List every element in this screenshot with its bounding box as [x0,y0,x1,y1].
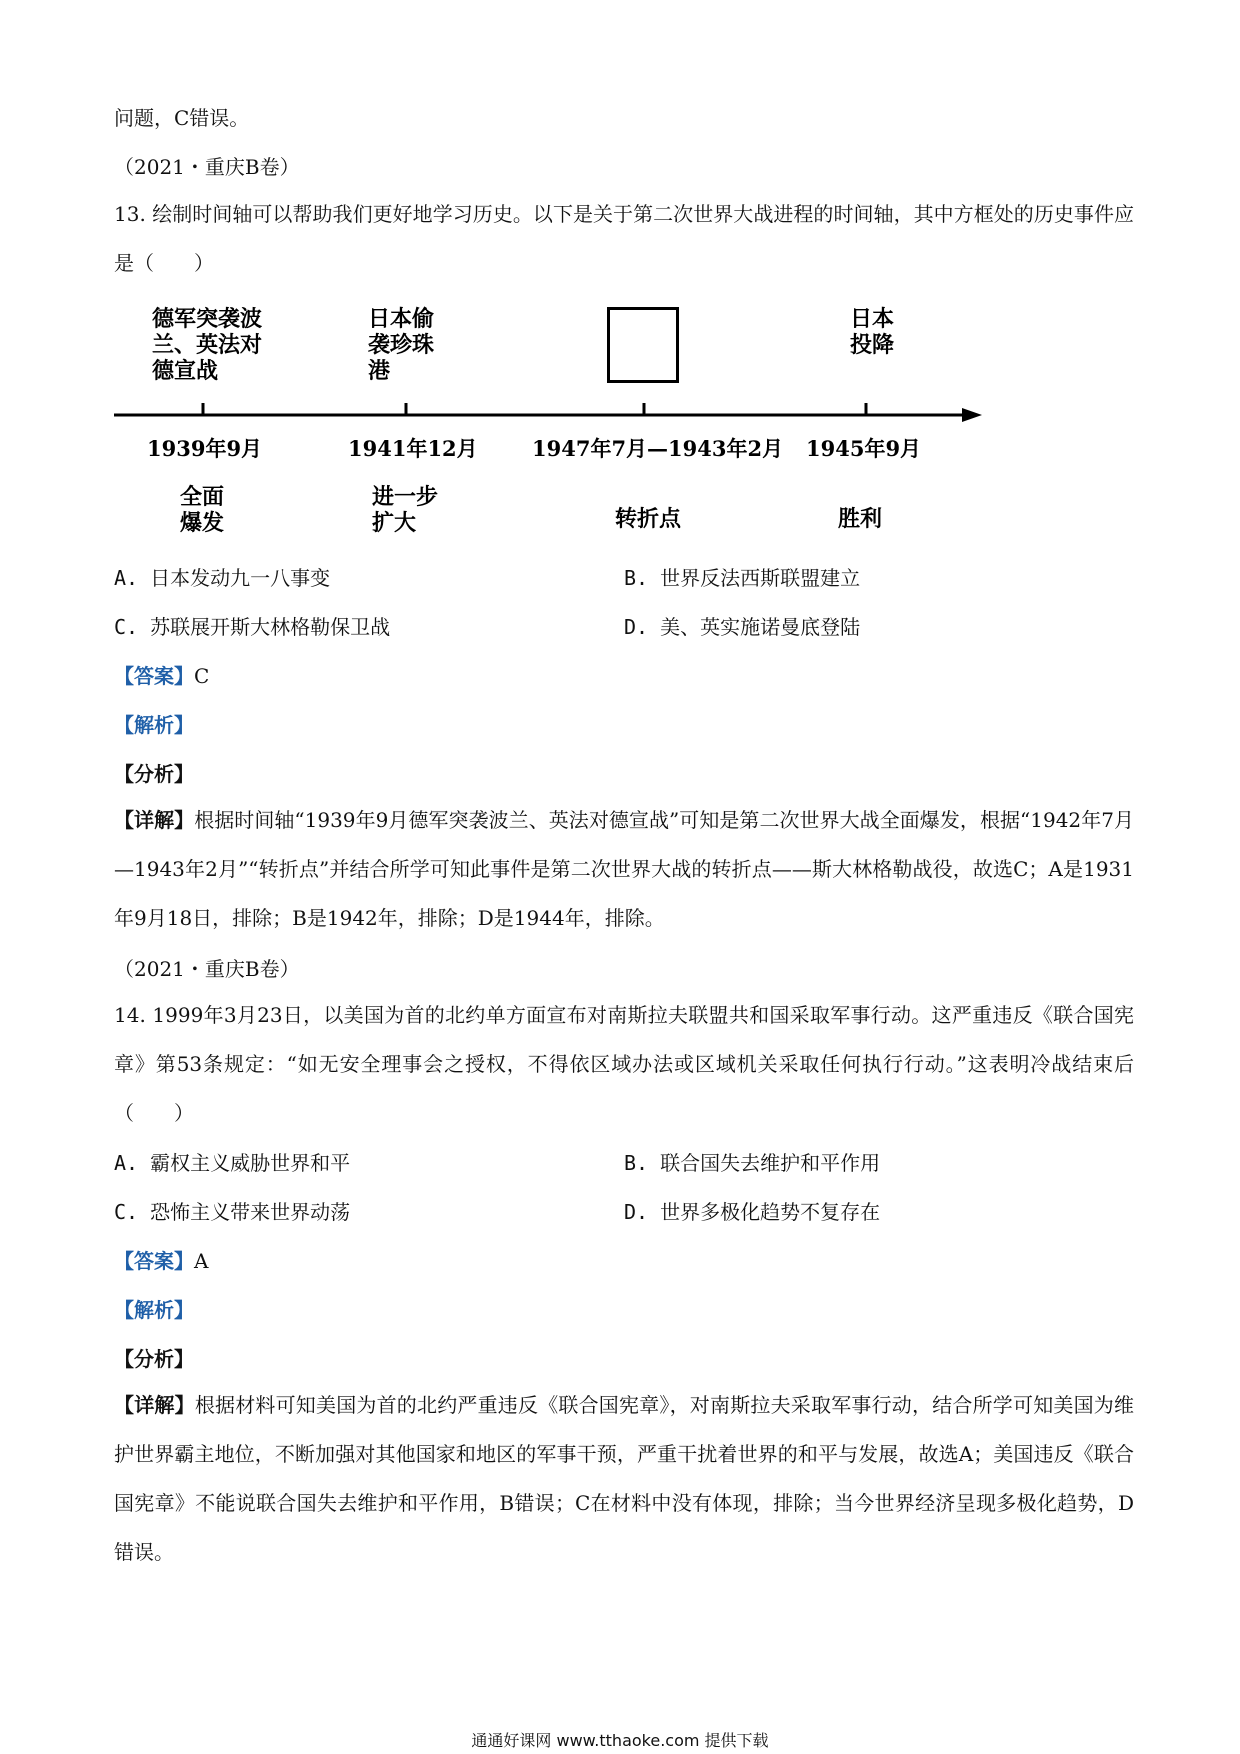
carry-over-text: 问题，C错误。 [114,106,250,130]
q13-option-b[interactable]: B. 世界反法西斯联盟建立 [624,566,861,590]
timeline-figure [110,295,990,545]
timeline-blank-box [607,307,679,383]
timeline-date-1945: 1945年9月 [806,436,922,461]
answer-label: 【答案】 [114,1249,194,1273]
q14-option-d[interactable]: D. 世界多极化趋势不复存在 [624,1200,881,1224]
source-label: （2021・重庆B卷） [114,155,300,179]
q13-detail: 【详解】根据时间轴“1939年9月德军突袭波兰、英法对德宣战”可知是第二次世界大战全面爆发，根据“1942年7月—1943年2月”“转折点”并结合所学可知此事件是第二次世界大战的转折点——斯大林格勒战役，故选C；A是1931年9月18日，排除；B是1942年，排除；D是1944年，排除。 [114,808,1135,930]
q13-analysis-label: 【解析】 [114,713,194,737]
timeline-date-turning: 1947年7月—1943年2月 [532,436,784,461]
q13-option-c[interactable]: C. 苏联展开斯大林格勒保卫战 [114,615,391,639]
question-14-stem: 14. 1999年3月23日，以美国为首的北约单方面宣布对南斯拉夫联盟共和国采取军事行动。这严重违反《联合国宪章》第53条规定：“如无安全理事会之授权，不得依区域办法或区域机关采取任何执行行动。”这表明冷战结束后（ ） [114,1003,1134,1125]
source-label-2: （2021・重庆B卷） [114,957,300,981]
q13-option-d[interactable]: D. 美、英实施诺曼底登陆 [624,615,861,639]
q13-option-a[interactable]: A. 日本发动九一八事变 [114,566,331,590]
answer-value: C [194,664,210,688]
q13-answer [114,662,209,690]
question-13-stem: 13. 绘制时间轴可以帮助我们更好地学习历史。以下是关于第二次世界大战进程的时间轴，其中方框处的历史事件应是（ ） [114,202,1134,275]
answer-value: A [194,1249,209,1273]
axis-arrow-head [962,408,982,422]
timeline-stage-turning-point: 转折点 [615,507,682,532]
answer-label: 【答案】 [114,664,194,688]
timeline-event-1941: 日本偷 袭珍珠 港 [368,307,435,384]
q14-answer [114,1247,208,1275]
q14-option-b[interactable]: B. 联合国失去维护和平作用 [624,1151,881,1175]
q14-analysis-label: 【解析】 [114,1298,194,1322]
q14-fenxi-label: 【分析】 [114,1347,194,1371]
timeline-date-1941: 1941年12月 [348,436,478,461]
timeline-stage-victory: 胜利 [838,507,883,532]
q13-fenxi-label: 【分析】 [114,762,194,786]
page-footer: 通通好课网 www.tthaoke.com 提供下载 [471,1731,769,1750]
q14-option-a[interactable]: A. 霸权主义威胁世界和平 [114,1151,351,1175]
q14-detail: 【详解】根据材料可知美国为首的北约严重违反《联合国宪章》，对南斯拉夫采取军事行动，结合所学可知美国为维护世界霸主地位，不断加强对其他国家和地区的军事干预，严重干扰着世界的和平与发展，故选A；美国违反《联合国宪章》不能说联合国失去维护和平作用，B错误；C在材料中没有体现，排除；当今世界经济呈现多极化趋势，D错误。 [114,1393,1135,1564]
timeline-event-1939: 德军突袭波 兰、英法对 德宣战 [152,307,263,384]
q14-option-c[interactable]: C. 恐怖主义带来世界动荡 [114,1200,351,1224]
timeline-date-1939: 1939年9月 [147,436,263,461]
timeline-stage-outbreak: 全面 爆发 [180,485,225,536]
timeline-event-1945: 日本 投降 [850,307,895,358]
timeline-stage-expansion: 进一步 扩大 [372,485,439,536]
